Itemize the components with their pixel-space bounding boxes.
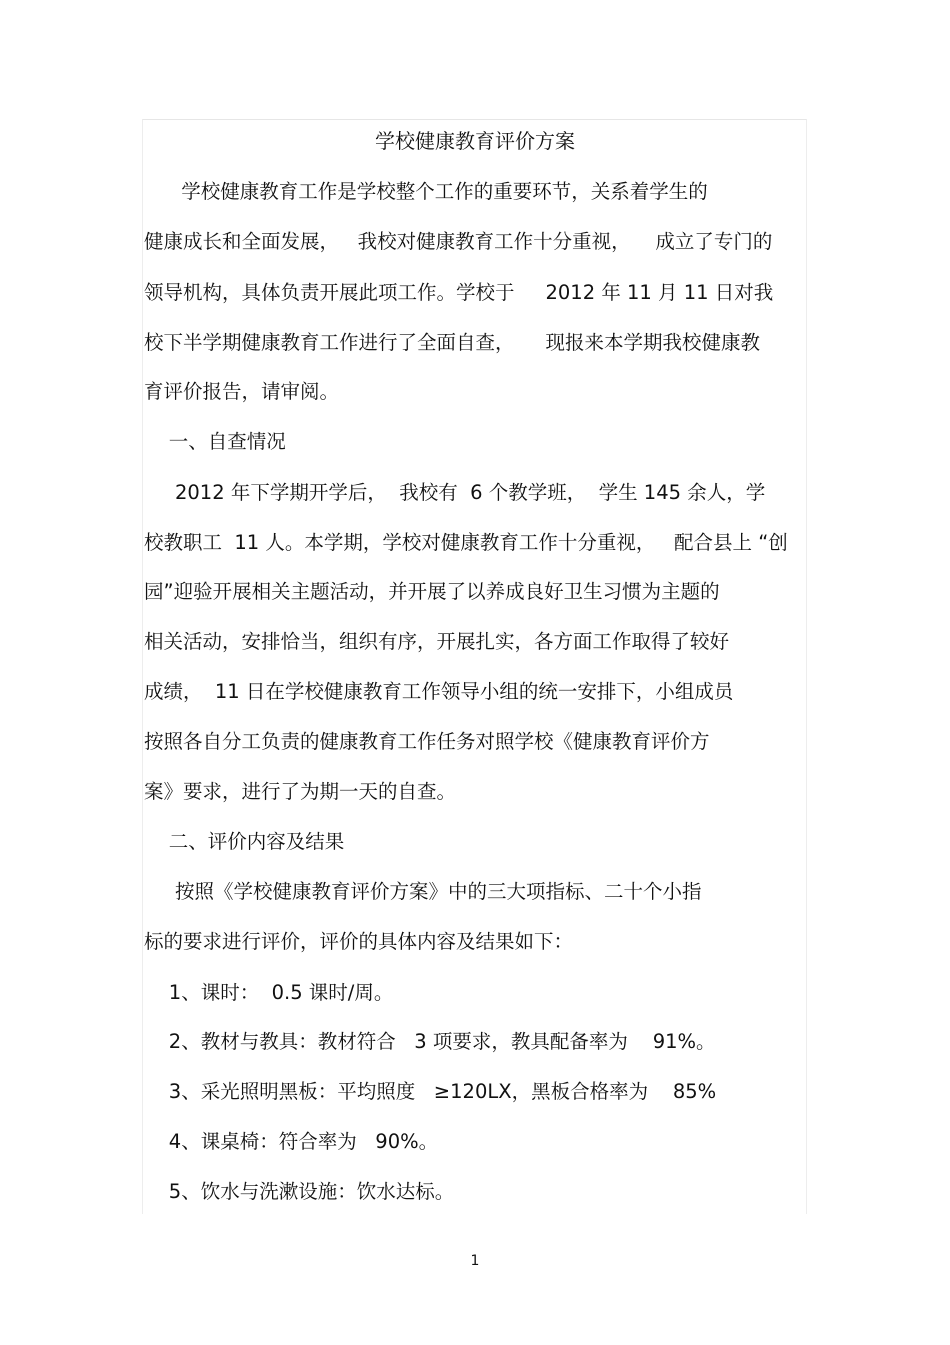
paragraph-line: 相关活动，安排恰当，组织有序，开展扎实，各方面工作取得了较好	[144, 630, 730, 653]
paragraph-line: 育评价报告，请审阅。	[144, 380, 340, 403]
list-item: 4、课桌椅：符合率为 90%。	[144, 1130, 439, 1153]
paragraph-line: 领导机构，具体负责开展此项工作。学校于 2012 年 11 月 11 日对我	[144, 281, 774, 304]
paragraph-line: 标的要求进行评价，评价的具体内容及结果如下：	[144, 930, 574, 953]
section-heading: 二、评价内容及结果	[144, 830, 345, 853]
paragraph-line: 园”迎验开展相关主题活动，并开展了以养成良好卫生习惯为主题的	[144, 580, 720, 603]
paragraph-line: 按照《学校健康教育评价方案》中的三大项指标、二十个小指	[144, 880, 702, 903]
list-item: 3、采光照明黑板：平均照度 ≥120LX，黑板合格率为 85%	[144, 1080, 717, 1103]
paragraph-line: 校教职工 11 人。本学期，学校对健康教育工作十分重视， 配合县上 “创	[144, 531, 788, 554]
paragraph-line: 校下半学期健康教育工作进行了全面自查， 现报来本学期我校健康教	[144, 331, 760, 354]
paragraph-line: 按照各自分工负责的健康教育工作任务对照学校《健康教育评价方	[144, 730, 710, 753]
page-number: 1	[470, 1253, 480, 1269]
paragraph-line: 学校健康教育工作是学校整个工作的重要环节，关系着学生的	[144, 180, 708, 203]
paragraph-line: 健康成长和全面发展， 我校对健康教育工作十分重视， 成立了专门的	[144, 230, 773, 253]
paragraph-line: 成绩， 11 日在学校健康教育工作领导小组的统一安排下，小组成员	[144, 680, 734, 703]
list-item: 5、饮水与洗漱设施：饮水达标。	[144, 1180, 455, 1203]
list-item: 2、教材与教具：教材符合 3 项要求，教具配备率为 91%。	[144, 1030, 716, 1053]
section-heading: 一、自查情况	[144, 430, 286, 453]
paragraph-line: 案》要求，进行了为期一天的自查。	[144, 780, 457, 803]
list-item: 1、课时： 0.5 课时/周。	[144, 981, 394, 1004]
document-title: 学校健康教育评价方案	[375, 129, 575, 153]
paragraph-line: 2012 年下学期开学后， 我校有 6 个教学班， 学生 145 余人，学	[144, 481, 766, 504]
